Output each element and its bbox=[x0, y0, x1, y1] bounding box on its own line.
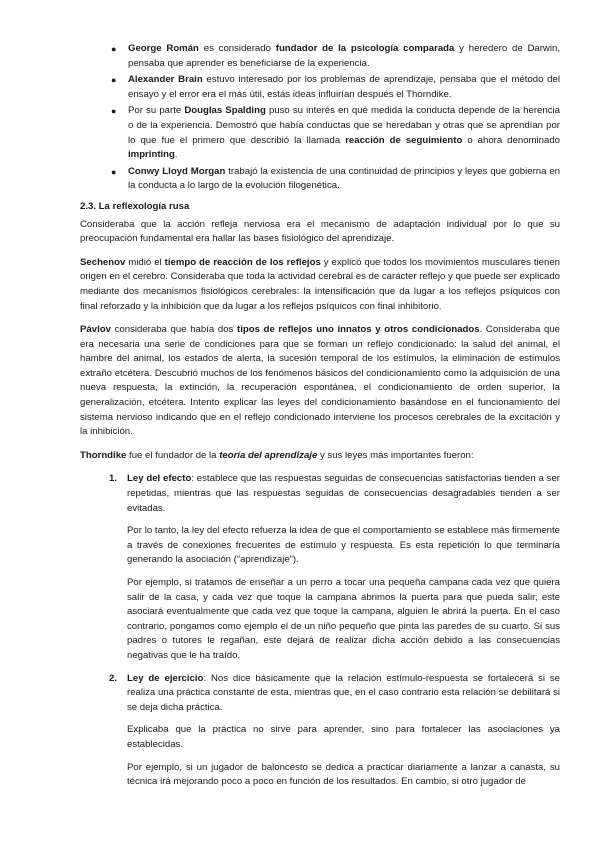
list-item: ● Por su parte Douglas Spalding puso su interés en qué medida la conducta depende de la herencia o de la experiencia. Demostró que había conductas que se heredaban y otras que se aprendían por lo que fue el primero que describió la llamada reacción de seguimiento o ahora denominado imprinting. bbox=[111, 105, 560, 161]
bullet-list bbox=[80, 42, 560, 194]
law-paragraph: Explicaba que la práctica no sirve para aprender, sino para fortalecer las asociaciones ya establecidas. bbox=[127, 724, 560, 750]
section-heading: 2.3. La reflexología rusa bbox=[80, 200, 190, 212]
law-paragraph: Por lo tanto, la ley del efecto refuerza la idea de que el comportamiento se establece más firmemente a través de conexiones frecuentes de estímulo y respuesta. Es esta repetición lo que terminaría generando la asociación (“aprendizaje”). bbox=[127, 525, 560, 566]
list-item: ● Alexander Brain estuvo interesado por los problemas de aprendizaje, pensaba que el método del ensayo y el error era el más útil, estás ideas influirían después el Thorndike. bbox=[111, 74, 560, 100]
bullet-icon: ● bbox=[111, 44, 117, 54]
pavlov-paragraph: Pávlov consideraba que había dos tipos de reflejos uno innatos y otros condicionados. Consideraba que era necesaria una serie de condiciones para que se forman un reflejo condicionado: la salud del animal, el hambre del animal, los estados de alerta, la sucesión temporal de los estímulos, la eliminación de estímulos extraño etcétera. Descubrió muchos de los fenómenos básicos del condicionamiento como la adquisición de una nueva respuesta, la extinción, la recuperación espontánea, el condicionamiento de orden superior, la generalización, etcétera. Intento explicar las leyes del condicionamiento basándose en el funcionamiento del sistema nervioso indicando que en el reflejo condicionado interviene los procesos cerebrales de la excitación y la inhibición. bbox=[80, 324, 560, 438]
page-body bbox=[80, 42, 560, 798]
sechenov-paragraph: Sechenov midió el tiempo de reacción de los reflejos y explicó que todos los movimientos musculares tienen origen en el cerebro. Consideraba que toda la actividad cerebral es de carácter reflejo y que puede ser explicado mediante dos mecanismos fisiológicos cerebrales: la intensificación que da lugar a los reflejos psíquicos con final reforzado y la inhibición que da lugar a los reflejos psíquicos con final inhibitorio. bbox=[80, 256, 561, 312]
list-item: ● Conwy Lloyd Morgan trabajó la existencia de una continuidad de principios y leyes que gobierna en la conducta a lo largo de la evolución filogenética. bbox=[111, 165, 560, 192]
law-title: Ley de ejercicio bbox=[127, 672, 204, 684]
law-paragraph: Por ejemplo, si tratamos de enseñar a un perro a tocar una pequeña campana cada vez que quiera salir de la casa, y cada vez que toque la campana abrimos la puerta para que pueda salir, este asociará eventualmente que cada vez que toque la campana, alguien le abrirá la puerta. En el caso contrario, pongamos como ejemplo el de un niño pequeño que pinta las paredes de su cuarto. Si sus padres o tutores le regañan, este dejará de realizar dicha acción debido a las consecuencias negativas que le ha traído. bbox=[127, 577, 560, 661]
bullet-icon: ● bbox=[111, 75, 117, 86]
law-item-exercise: 2. Ley de ejercicio: Nos dice básicamente que la relación estímulo-respuesta se fortalecerá si se realiza una práctica constante de esta, mientras que, en el caso contrario esta relación se debilitará si se deja dicha práctica. Explicaba que la práctica no sirve para aprender, sino para fortalecer las asociaciones ya establecidas. Por ejemplo, si un jugador de baloncesto se dedica a practicar diariamente a lanzar a canasta, su técnica irá mejorando poco a poco en función de los resultados. En cambio, si otro jugador de bbox=[127, 672, 560, 790]
law-item-effect: 1. Ley del efecto: establece que las respuestas seguidas de consecuencias satisfactorias tienden a ser repetidas, mientras que las respuestas seguidas de consecuencias desagradables tienden a ser evitadas. Por lo tanto, la ley del efecto refuerza la idea de que el comportamiento se establece más firmemente a través de conexiones frecuentes de estímulo y respuesta. Es esta repetición lo que terminaría generando la asociación (“aprendizaje”). Por ejemplo, si tratamos de enseñar a un perro a tocar una pequeña campana cada vez que quiera salir de la casa, y cada vez que toque la campana abrimos la puerta para que pueda salir, este asociará eventualmente que cada vez que toque la campana, alguien le abrirá la puerta. En el caso contrario, pongamos como ejemplo el de un niño pequeño que pinta las paredes de su cuarto. Si sus padres o tutores le regañan, este dejará de realizar dicha acción debido a las consecuencias negativas que le ha traído. bbox=[127, 472, 560, 663]
bullet-icon: ● bbox=[111, 166, 117, 177]
list-item: ● George Román es considerado fundador de la psicología comparada y heredero de Darwin, pensaba que aprender es beneficiarse de la experiencia. bbox=[111, 43, 560, 69]
law-title: Ley del efecto bbox=[127, 473, 192, 485]
laws-list bbox=[80, 472, 560, 789]
law-paragraph: Por ejemplo, si un jugador de baloncesto se dedica a practicar diariamente a lanzar a canasta, su técnica irá mejorando poco a poco en función de los resultados. En cambio, si otro jugador de bbox=[127, 761, 560, 788]
bullet-icon: ● bbox=[111, 106, 117, 117]
section-intro: Consideraba que la acción refleja nerviosa era el mecanismo de adaptación individual por lo que su preocupación fundamental era hallar las bases fisiológico del aprendizaje. bbox=[80, 218, 560, 245]
thorndike-paragraph: Thorndike fue el fundador de la teoría del aprendizaje y sus leyes más importantes fueron: bbox=[80, 449, 474, 461]
